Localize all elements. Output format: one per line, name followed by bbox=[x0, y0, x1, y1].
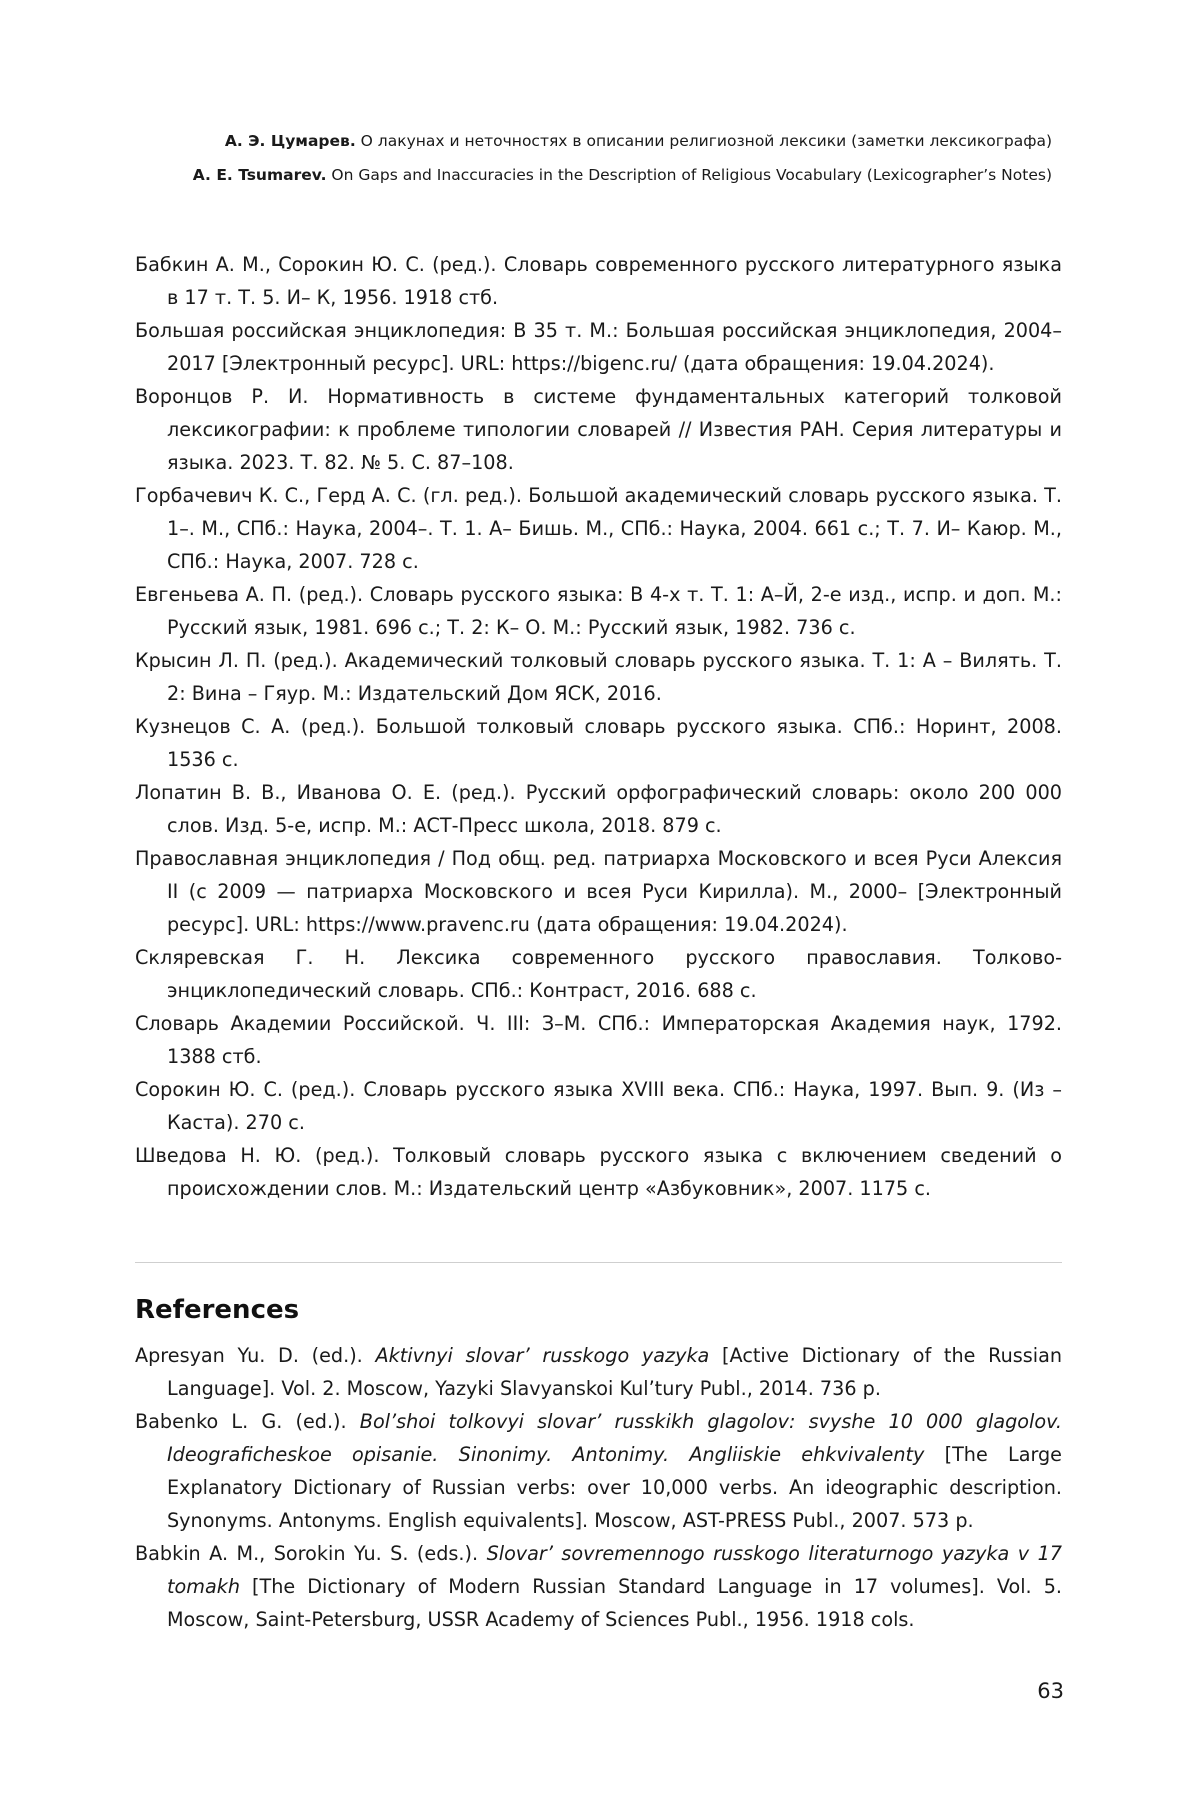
bibliography-list bbox=[135, 248, 1062, 1205]
running-head-english bbox=[148, 158, 1052, 192]
references-heading: References bbox=[135, 1295, 300, 1325]
bibliography-entry: Горбачевич К. С., Герд А. С. (гл. ред.). Большой академический словарь русского языка. Т. 1–. М., СПб.: Наука, 2004–. Т. 1. А– Бишь. М., СПб.: Наука, 2004. 661 с.; Т. 7. И– Каюр. М., СПб.: Наука, 2007. 728 с. bbox=[135, 484, 1062, 573]
running-head-ru-title: О лакунах и неточностях в описании религиозной лексики (заметки лексикографа) bbox=[360, 132, 1052, 150]
reference-authors: Babenko L. G. (ed.). bbox=[135, 1410, 360, 1433]
bibliography-entry: Православная энциклопедия / Под общ. ред. патриарха Московского и всея Руси Алексия II (с 2009 — патриарха Московского и всея Руси Кирилла). М., 2000– [Электронный ресурс]. URL: https://www.pravenc.ru (дата обращения: 19.04.2024). bbox=[135, 847, 1062, 936]
running-head-ru-author: А. Э. Цумарев. bbox=[224, 132, 356, 150]
reference-title: Slovar’ sovremennogo russkogo literaturnogo yazyka v 17 tomakh bbox=[167, 1542, 1062, 1598]
page-number: 63 bbox=[1037, 1679, 1064, 1703]
bibliography-entry: Кузнецов С. А. (ред.). Большой толковый словарь русского языка. СПб.: Норинт, 2008. 1536 с. bbox=[135, 715, 1062, 771]
reference-title: Bol’shoi tolkovyi slovar’ russkikh glagolov: svyshe 10 000 glagolov. Ideograficheskoe opisanie. Sinonimy. Antonimy. Angliiskie ehkvivalenty bbox=[167, 1410, 1062, 1466]
bibliography-entry: Словарь Академии Российской. Ч. III: З–М. СПб.: Императорская Академия наук, 1792. 1388 стб. bbox=[135, 1012, 1062, 1068]
running-head-russian bbox=[148, 124, 1052, 158]
reference-details: [The Dictionary of Modern Russian Standard Language in 17 volumes]. Vol. 5. Moscow, Saint-Petersburg, USSR Academy of Sciences Publ., 1956. 1918 cols. bbox=[167, 1575, 1062, 1631]
reference-authors: Apresyan Yu. D. (ed.). bbox=[135, 1344, 376, 1367]
reference-entry bbox=[135, 1537, 1062, 1636]
reference-details: [Active Dictionary of the Russian Language]. Vol. 2. Moscow, Yazyki Slavyanskoi Kul’tury Publ., 2014. 736 p. bbox=[167, 1344, 1062, 1400]
bibliography-entry: Евгеньева А. П. (ред.). Словарь русского языка: В 4-х т. Т. 1: А–Й, 2-е изд., испр. и доп. М.: Русский язык, 1981. 696 с.; Т. 2: К– О. М.: Русский язык, 1982. 736 с. bbox=[135, 583, 1062, 639]
running-head-en-author: A. E. Tsumarev. bbox=[192, 166, 327, 184]
reference-details: [The Large Explanatory Dictionary of Russian verbs: over 10,000 verbs. An ideographic description. Synonyms. Antonyms. English equivalents]. Moscow, AST-PRESS Publ., 2007. 573 p. bbox=[167, 1443, 1062, 1532]
bibliography-entry: Воронцов Р. И. Нормативность в системе фундаментальных категорий толковой лексикографии: к проблеме типологии словарей // Известия РАН. Серия литературы и языка. 2023. Т. 82. № 5. С. 87–108. bbox=[135, 385, 1062, 474]
bibliography-entry: Скляревская Г. Н. Лексика современного русского православия. Толково-энциклопедический словарь. СПб.: Контраст, 2016. 688 с. bbox=[135, 946, 1062, 1002]
running-head-en-title: On Gaps and Inaccuracies in the Description of Religious Vocabulary (Lexicographer’s Notes) bbox=[331, 166, 1052, 184]
reference-entry bbox=[135, 1339, 1062, 1405]
references-list bbox=[135, 1339, 1062, 1636]
bibliography-entry: Бабкин А. М., Сорокин Ю. С. (ред.). Словарь современного русского литературного языка в 17 т. Т. 5. И– К, 1956. 1918 стб. bbox=[135, 253, 1062, 309]
reference-title: Aktivnyi slovar’ russkogo yazyka bbox=[375, 1344, 710, 1367]
bibliography-entry: Крысин Л. П. (ред.). Академический толковый словарь русского языка. Т. 1: А – Вилять. Т. 2: Вина – Гяур. М.: Издательский Дом ЯСК, 2016. bbox=[135, 649, 1062, 705]
bibliography-entry: Сорокин Ю. С. (ред.). Словарь русского языка XVIII века. СПб.: Наука, 1997. Вып. 9. (Из – Каста). 270 с. bbox=[135, 1078, 1062, 1134]
reference-entry bbox=[135, 1405, 1062, 1537]
bibliography-entry: Большая российская энциклопедия: В 35 т. М.: Большая российская энциклопедия, 2004–2017 [Электронный ресурс]. URL: https://bigenc.ru/ (дата обращения: 19.04.2024). bbox=[135, 319, 1062, 375]
bibliography-entry: Лопатин В. В., Иванова О. Е. (ред.). Русский орфографический словарь: около 200 000 слов. Изд. 5-е, испр. М.: АСТ-Пресс школа, 2018. 879 с. bbox=[135, 781, 1062, 837]
bibliography-entry: Шведова Н. Ю. (ред.). Толковый словарь русского языка с включением сведений о происхождении слов. М.: Издательский центр «Азбуковник», 2007. 1175 с. bbox=[135, 1144, 1062, 1200]
running-head bbox=[148, 124, 1052, 192]
reference-authors: Babkin A. M., Sorokin Yu. S. (eds.). bbox=[135, 1542, 487, 1565]
section-divider bbox=[135, 1262, 1062, 1263]
